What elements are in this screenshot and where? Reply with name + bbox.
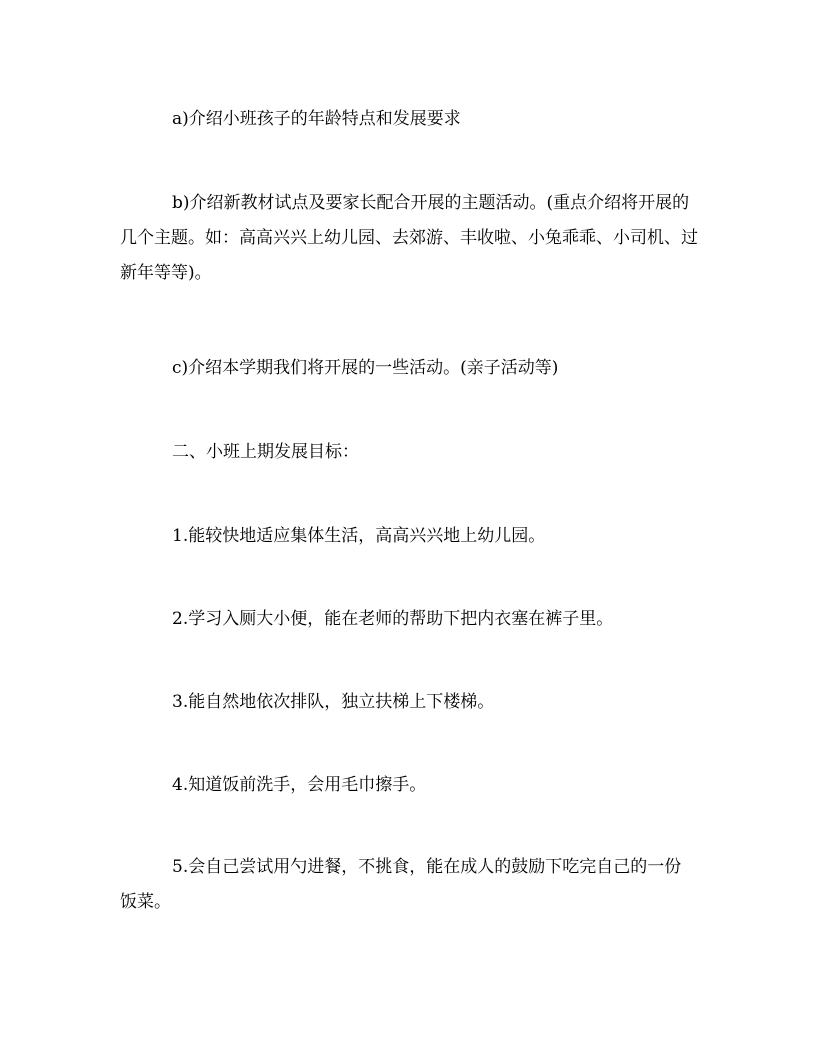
- paragraph-b-theme-activities: b)介绍新教材试点及要家长配合开展的主题活动。(重点介绍将开展的几个主题。如：高高兴兴上幼儿园、去郊游、丰收啦、小兔乖乖、小司机、过新年等等)。: [120, 193, 698, 283]
- paragraph-c-semester-activities: c)介绍本学期我们将开展的一些活动。(亲子活动等): [172, 358, 559, 378]
- goal-item-3: 3.能自然地依次排队，独立扶梯上下楼梯。: [172, 692, 495, 712]
- goal-item-4: 4.知道饭前洗手，会用毛巾擦手。: [172, 775, 427, 795]
- goal-item-2: 2.学习入厕大小便，能在老师的帮助下把内衣塞在裤子里。: [172, 609, 614, 629]
- goal-item-5: 5.会自己尝试用勺进餐，不挑食，能在成人的鼓励下吃完自己的一份饭菜。: [120, 857, 682, 912]
- paragraph-a-age-characteristics: a)介绍小班孩子的年龄特点和发展要求: [172, 109, 461, 129]
- section-heading-development-goals: 二、小班上期发展目标：: [172, 442, 359, 462]
- goal-item-1: 1.能较快地适应集体生活，高高兴兴地上幼儿园。: [172, 526, 546, 546]
